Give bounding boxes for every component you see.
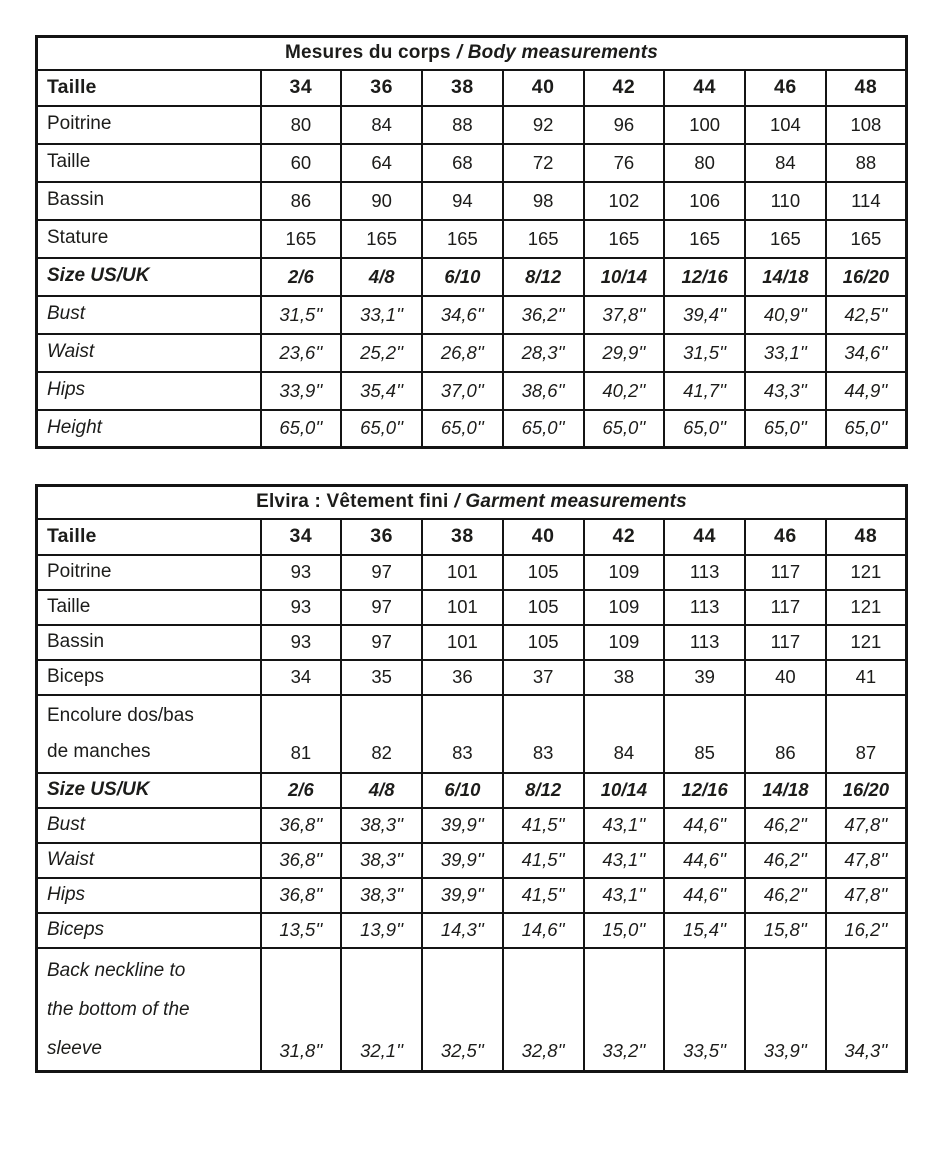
cell-value: 33,1'' (745, 334, 826, 372)
table-title-text-italic: / Body measurements (456, 42, 659, 64)
cell-value: 36,8'' (261, 808, 342, 843)
cell-value: 40,2'' (584, 372, 665, 410)
cell-value: 65,0'' (341, 410, 422, 448)
cell-value: 28,3'' (503, 334, 584, 372)
cell-value: 33,2'' (584, 948, 665, 1072)
row-label-text: Stature (47, 227, 109, 249)
cell-value: 43,1'' (584, 808, 665, 843)
cell-value: 47,8'' (826, 843, 907, 878)
cell-value: 29,9'' (584, 334, 665, 372)
cell-value: 46,2'' (745, 843, 826, 878)
cell-value: 60 (261, 144, 342, 182)
cell-value: 101 (422, 590, 503, 625)
row-label-cell (37, 773, 261, 808)
cell-value: 6/10 (422, 258, 503, 296)
cell-value: 42,5'' (826, 296, 907, 334)
table-row (37, 913, 907, 948)
table-row (37, 773, 907, 808)
cell-value: 105 (503, 590, 584, 625)
cell-value: 88 (422, 106, 503, 144)
cell-value: 44,6'' (664, 808, 745, 843)
table-row (37, 843, 907, 878)
cell-value: 32,5'' (422, 948, 503, 1072)
cell-value: 37 (503, 660, 584, 695)
cell-value: 41,7'' (664, 372, 745, 410)
cell-value: 38,6'' (503, 372, 584, 410)
cell-value: 35,4'' (341, 372, 422, 410)
cell-value: 44,9'' (826, 372, 907, 410)
table-title-row (37, 37, 907, 70)
cell-value: 43,1'' (584, 878, 665, 913)
row-label-text: Hips (47, 379, 86, 401)
row-label-cell (37, 625, 261, 660)
cell-value: 121 (826, 555, 907, 590)
cell-value: 33,1'' (341, 296, 422, 334)
cell-value: 36,8'' (261, 878, 342, 913)
cell-value: 97 (341, 625, 422, 660)
table-title-text: Mesures du corps (284, 42, 451, 64)
cell-value: 65,0'' (745, 410, 826, 448)
cell-value: 8/12 (503, 258, 584, 296)
table-row (37, 695, 907, 773)
cell-value: 15,0'' (584, 913, 665, 948)
cell-value: 165 (261, 220, 342, 258)
size-header-row (37, 519, 907, 555)
size-header-label: Taille (37, 519, 261, 555)
cell-value: 117 (745, 625, 826, 660)
table-title-text: Elvira : Vêtement fini (256, 491, 449, 513)
row-label-cell (37, 334, 261, 372)
cell-value: 31,5'' (664, 334, 745, 372)
tables-root (35, 35, 942, 1073)
cell-value: 12/16 (664, 773, 745, 808)
size-header-value: 44 (664, 70, 745, 106)
cell-value: 80 (664, 144, 745, 182)
cell-value: 165 (745, 220, 826, 258)
body-measurements-table (35, 35, 908, 449)
cell-value: 38,3'' (341, 878, 422, 913)
cell-value: 94 (422, 182, 503, 220)
size-header-value: 36 (341, 70, 422, 106)
row-label-cell (37, 808, 261, 843)
row-label-cell (37, 144, 261, 182)
cell-value: 41 (826, 660, 907, 695)
cell-value: 33,9'' (745, 948, 826, 1072)
cell-value: 109 (584, 625, 665, 660)
cell-value: 26,8'' (422, 334, 503, 372)
cell-value: 41,5'' (503, 843, 584, 878)
cell-value: 65,0'' (826, 410, 907, 448)
cell-value: 101 (422, 625, 503, 660)
cell-value: 117 (745, 555, 826, 590)
row-label-text: Biceps (47, 665, 105, 687)
size-header-value: 46 (745, 519, 826, 555)
cell-value: 165 (422, 220, 503, 258)
table-row (37, 808, 907, 843)
table-row (37, 590, 907, 625)
cell-value: 86 (261, 182, 342, 220)
cell-value: 72 (503, 144, 584, 182)
table-row (37, 372, 907, 410)
size-header-value: 40 (503, 519, 584, 555)
row-label-text: Poitrine (47, 560, 112, 582)
row-label-text: Poitrine (47, 113, 112, 135)
row-label-cell (37, 296, 261, 334)
cell-value: 31,5'' (261, 296, 342, 334)
row-label-cell (37, 106, 261, 144)
cell-value: 15,4'' (664, 913, 745, 948)
row-label-text: Size US/UK (47, 778, 150, 800)
cell-value: 109 (584, 590, 665, 625)
row-label-text: Bassin (47, 630, 105, 652)
cell-value: 39,4'' (664, 296, 745, 334)
cell-value: 35 (341, 660, 422, 695)
cell-value: 47,8'' (826, 808, 907, 843)
table-title (37, 37, 907, 70)
cell-value: 102 (584, 182, 665, 220)
cell-value: 10/14 (584, 773, 665, 808)
cell-value: 43,1'' (584, 843, 665, 878)
cell-value: 34,6'' (422, 296, 503, 334)
cell-value: 6/10 (422, 773, 503, 808)
row-label-cell (37, 878, 261, 913)
table-row (37, 182, 907, 220)
cell-value: 65,0'' (503, 410, 584, 448)
cell-value: 101 (422, 555, 503, 590)
row-label-cell (37, 182, 261, 220)
table-row (37, 625, 907, 660)
row-label-text: Back neckline to the bottom of the sleeve (47, 959, 190, 1059)
cell-value: 65,0'' (664, 410, 745, 448)
row-label-cell (37, 660, 261, 695)
cell-value: 8/12 (503, 773, 584, 808)
size-header-value: 42 (584, 519, 665, 555)
cell-value: 38,3'' (341, 808, 422, 843)
cell-value: 16/20 (826, 773, 907, 808)
cell-value: 165 (341, 220, 422, 258)
row-label-cell (37, 258, 261, 296)
size-header-value: 38 (422, 70, 503, 106)
cell-value: 96 (584, 106, 665, 144)
cell-value: 165 (826, 220, 907, 258)
row-label-text: Bust (47, 303, 86, 325)
cell-value: 117 (745, 590, 826, 625)
cell-value: 165 (664, 220, 745, 258)
cell-value: 44,6'' (664, 878, 745, 913)
cell-value: 93 (261, 625, 342, 660)
cell-value: 65,0'' (422, 410, 503, 448)
row-label-text: Hips (47, 883, 86, 905)
cell-value: 81 (261, 695, 342, 773)
row-label-cell (37, 695, 261, 773)
cell-value: 34,6'' (826, 334, 907, 372)
cell-value: 90 (341, 182, 422, 220)
cell-value: 92 (503, 106, 584, 144)
table-row (37, 660, 907, 695)
cell-value: 34,3'' (826, 948, 907, 1072)
cell-value: 38 (584, 660, 665, 695)
cell-value: 38,3'' (341, 843, 422, 878)
cell-value: 84 (745, 144, 826, 182)
cell-value: 98 (503, 182, 584, 220)
row-label-text: Taille (47, 595, 91, 617)
cell-value: 36,2'' (503, 296, 584, 334)
cell-value: 14,6'' (503, 913, 584, 948)
table-title-row (37, 486, 907, 519)
cell-value: 25,2'' (341, 334, 422, 372)
size-header-value: 34 (261, 70, 342, 106)
cell-value: 105 (503, 625, 584, 660)
cell-value: 41,5'' (503, 878, 584, 913)
cell-value: 39 (664, 660, 745, 695)
size-header-value: 42 (584, 70, 665, 106)
size-header-value: 46 (745, 70, 826, 106)
cell-value: 32,8'' (503, 948, 584, 1072)
cell-value: 105 (503, 555, 584, 590)
cell-value: 4/8 (341, 773, 422, 808)
row-label-text: Taille (47, 151, 91, 173)
row-label-cell (37, 948, 261, 1072)
cell-value: 31,8'' (261, 948, 342, 1072)
row-label-text: Size US/UK (47, 265, 150, 287)
cell-value: 93 (261, 590, 342, 625)
cell-value: 165 (584, 220, 665, 258)
table-row (37, 258, 907, 296)
cell-value: 14/18 (745, 773, 826, 808)
size-header-value: 48 (826, 70, 907, 106)
table-row (37, 296, 907, 334)
cell-value: 104 (745, 106, 826, 144)
cell-value: 12/16 (664, 258, 745, 296)
cell-value: 83 (503, 695, 584, 773)
cell-value: 165 (503, 220, 584, 258)
cell-value: 85 (664, 695, 745, 773)
cell-value: 43,3'' (745, 372, 826, 410)
table-title-text-italic: / Garment measurements (454, 491, 687, 513)
cell-value: 41,5'' (503, 808, 584, 843)
cell-value: 13,5'' (261, 913, 342, 948)
cell-value: 37,0'' (422, 372, 503, 410)
cell-value: 14/18 (745, 258, 826, 296)
cell-value: 40,9'' (745, 296, 826, 334)
row-label-cell (37, 410, 261, 448)
cell-value: 46,2'' (745, 878, 826, 913)
cell-value: 108 (826, 106, 907, 144)
row-label-text: Bassin (47, 189, 105, 211)
cell-value: 114 (826, 182, 907, 220)
row-label-text: Bust (47, 813, 86, 835)
cell-value: 39,9'' (422, 808, 503, 843)
cell-value: 109 (584, 555, 665, 590)
cell-value: 4/8 (341, 258, 422, 296)
table-row (37, 878, 907, 913)
cell-value: 65,0'' (584, 410, 665, 448)
cell-value: 97 (341, 555, 422, 590)
cell-value: 46,2'' (745, 808, 826, 843)
cell-value: 87 (826, 695, 907, 773)
cell-value: 121 (826, 625, 907, 660)
cell-value: 121 (826, 590, 907, 625)
cell-value: 113 (664, 625, 745, 660)
cell-value: 36 (422, 660, 503, 695)
cell-value: 32,1'' (341, 948, 422, 1072)
row-label-cell (37, 555, 261, 590)
cell-value: 113 (664, 555, 745, 590)
size-header-value: 44 (664, 519, 745, 555)
cell-value: 65,0'' (261, 410, 342, 448)
cell-value: 97 (341, 590, 422, 625)
cell-value: 86 (745, 695, 826, 773)
row-label-text: Biceps (47, 918, 105, 940)
cell-value: 39,9'' (422, 843, 503, 878)
cell-value: 40 (745, 660, 826, 695)
cell-value: 47,8'' (826, 878, 907, 913)
table-row (37, 334, 907, 372)
cell-value: 16/20 (826, 258, 907, 296)
cell-value: 16,2'' (826, 913, 907, 948)
size-header-value: 40 (503, 70, 584, 106)
cell-value: 76 (584, 144, 665, 182)
row-label-text: Encolure dos/bas de manches (47, 704, 194, 762)
cell-value: 14,3'' (422, 913, 503, 948)
cell-value: 34 (261, 660, 342, 695)
row-label-cell (37, 372, 261, 410)
cell-value: 33,9'' (261, 372, 342, 410)
row-label-cell (37, 590, 261, 625)
row-label-text: Waist (47, 848, 95, 870)
cell-value: 84 (584, 695, 665, 773)
row-label-cell (37, 843, 261, 878)
size-header-row (37, 70, 907, 106)
row-label-cell (37, 220, 261, 258)
garment-measurements-table (35, 484, 908, 1073)
table-row (37, 410, 907, 448)
cell-value: 83 (422, 695, 503, 773)
cell-value: 10/14 (584, 258, 665, 296)
cell-value: 106 (664, 182, 745, 220)
cell-value: 44,6'' (664, 843, 745, 878)
cell-value: 37,8'' (584, 296, 665, 334)
cell-value: 93 (261, 555, 342, 590)
cell-value: 100 (664, 106, 745, 144)
size-header-value: 36 (341, 519, 422, 555)
cell-value: 110 (745, 182, 826, 220)
cell-value: 36,8'' (261, 843, 342, 878)
table-row (37, 948, 907, 1072)
size-header-value: 48 (826, 519, 907, 555)
row-label-text: Height (47, 417, 102, 439)
cell-value: 68 (422, 144, 503, 182)
cell-value: 2/6 (261, 773, 342, 808)
table-row (37, 220, 907, 258)
row-label-text: Waist (47, 341, 95, 363)
cell-value: 84 (341, 106, 422, 144)
table-row (37, 106, 907, 144)
cell-value: 82 (341, 695, 422, 773)
size-header-value: 34 (261, 519, 342, 555)
cell-value: 80 (261, 106, 342, 144)
cell-value: 88 (826, 144, 907, 182)
cell-value: 39,9'' (422, 878, 503, 913)
table-title (37, 486, 907, 519)
cell-value: 64 (341, 144, 422, 182)
size-header-value: 38 (422, 519, 503, 555)
cell-value: 15,8'' (745, 913, 826, 948)
cell-value: 13,9'' (341, 913, 422, 948)
cell-value: 23,6'' (261, 334, 342, 372)
cell-value: 113 (664, 590, 745, 625)
cell-value: 33,5'' (664, 948, 745, 1072)
size-header-label: Taille (37, 70, 261, 106)
table-row (37, 144, 907, 182)
row-label-cell (37, 913, 261, 948)
table-row (37, 555, 907, 590)
cell-value: 2/6 (261, 258, 342, 296)
